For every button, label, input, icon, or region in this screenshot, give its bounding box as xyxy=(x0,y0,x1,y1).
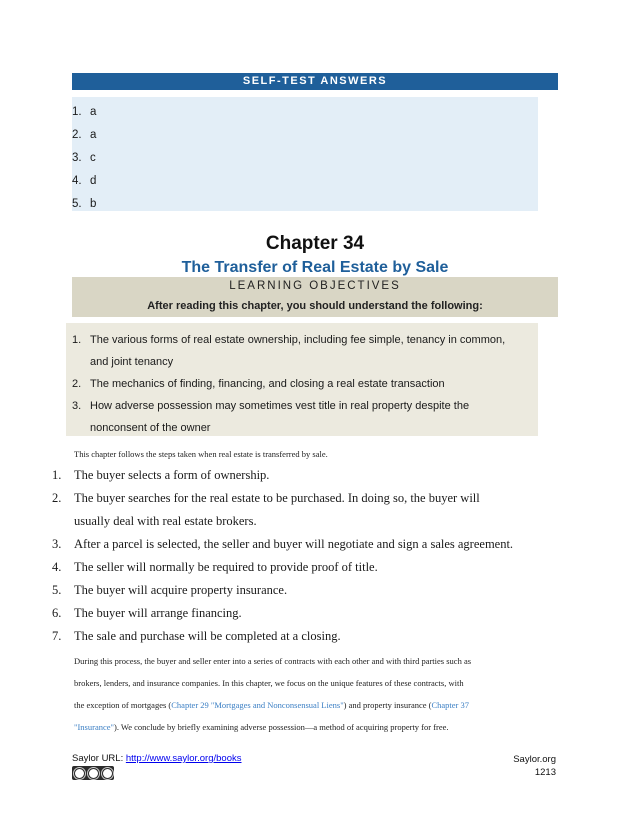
footer-url-link[interactable]: http://www.saylor.org/books xyxy=(125,753,242,764)
chapter-29-link[interactable]: Chapter 29 "Mortgages and Nonconsensual Liens" xyxy=(171,700,344,710)
cc-circle-icon xyxy=(74,768,85,779)
step-text: The buyer will acquire property insurance. xyxy=(74,583,288,597)
answer-value: a xyxy=(90,106,97,118)
learning-objectives-header xyxy=(72,277,558,317)
chapter-37-link[interactable]: Chapter 37 xyxy=(431,700,470,710)
objective-text-line: nonconsent of the owner xyxy=(90,422,211,434)
footer-url-label: Saylor URL: xyxy=(72,753,126,764)
paragraph-text: the exception of mortgages ( xyxy=(74,700,172,710)
objective-number: 3. xyxy=(72,400,82,412)
answer-number: 3. xyxy=(72,152,82,164)
answer-number: 2. xyxy=(72,129,82,141)
step-text: The buyer searches for the real estate to be purchased. In doing so, the buyer will xyxy=(74,491,480,505)
footer-page-info xyxy=(470,753,556,779)
answer-number: 1. xyxy=(72,106,82,118)
creative-commons-icon xyxy=(72,766,114,780)
chapter-number: Chapter 34 xyxy=(265,233,365,254)
learning-objectives-intro: After reading this chapter, you should understand the following: xyxy=(147,300,483,312)
step-text: The buyer will arrange financing. xyxy=(74,606,242,620)
objective-text-line: How adverse possession may sometimes vest title in real property despite the xyxy=(90,400,470,412)
cc-nc-icon xyxy=(102,768,113,779)
answer-value: a xyxy=(90,129,97,141)
step-number: 4. xyxy=(52,560,62,574)
footer-source xyxy=(72,753,242,764)
step-number: 5. xyxy=(52,583,62,597)
learning-objectives-list xyxy=(66,323,538,436)
body-paragraph xyxy=(74,650,564,738)
step-number: 6. xyxy=(52,606,62,620)
paragraph-line xyxy=(74,694,564,716)
step-number: 2. xyxy=(52,491,62,505)
answer-number: 4. xyxy=(72,175,82,187)
paragraph-line: During this process, the buyer and seller enter into a series of contracts with each other and with third parties such as xyxy=(74,656,472,666)
step-number: 7. xyxy=(52,629,62,643)
answer-value: d xyxy=(90,175,97,187)
paragraph-line: brokers, lenders, and insurance companies. In this chapter, we focus on the unique features of these contracts, with xyxy=(74,678,464,688)
paragraph-line xyxy=(74,716,564,738)
chapter-37-link[interactable]: "Insurance" xyxy=(74,722,114,732)
step-number: 1. xyxy=(52,468,62,482)
learning-objectives-title: LEARNING OBJECTIVES xyxy=(229,280,401,292)
page-number: 1213 xyxy=(534,767,556,778)
objective-number: 2. xyxy=(72,378,82,390)
paragraph-text: ) and property insurance ( xyxy=(343,700,432,710)
objective-number: 1. xyxy=(72,334,82,346)
objective-text-line: and joint tenancy xyxy=(90,356,174,368)
objective-text-line: The various forms of real estate ownership, including fee simple, tenancy in common, xyxy=(90,334,506,346)
chapter-intro-text: This chapter follows the steps taken when real estate is transferred by sale. xyxy=(74,449,328,459)
step-text: usually deal with real estate brokers. xyxy=(74,514,257,528)
footer-site: Saylor.org xyxy=(513,754,556,765)
answer-value: b xyxy=(90,198,97,210)
self-test-header: SELF-TEST ANSWERS xyxy=(72,73,558,90)
paragraph-text: ). We conclude by briefly examining adverse possession—a method of acquiring property for free. xyxy=(113,722,449,732)
step-number: 3. xyxy=(52,537,62,551)
step-text: The sale and purchase will be completed at a closing. xyxy=(74,629,341,643)
cc-by-icon xyxy=(88,768,99,779)
step-text: The buyer selects a form of ownership. xyxy=(74,468,270,482)
self-test-answers-box xyxy=(72,97,538,211)
answer-value: c xyxy=(90,152,96,164)
step-text: After a parcel is selected, the seller and buyer will negotiate and sign a sales agreement. xyxy=(74,537,514,551)
objective-text-line: The mechanics of finding, financing, and closing a real estate transaction xyxy=(90,378,445,390)
answer-number: 5. xyxy=(72,198,82,210)
chapter-title: The Transfer of Real Estate by Sale xyxy=(181,259,449,276)
step-text: The seller will normally be required to provide proof of title. xyxy=(74,560,378,574)
